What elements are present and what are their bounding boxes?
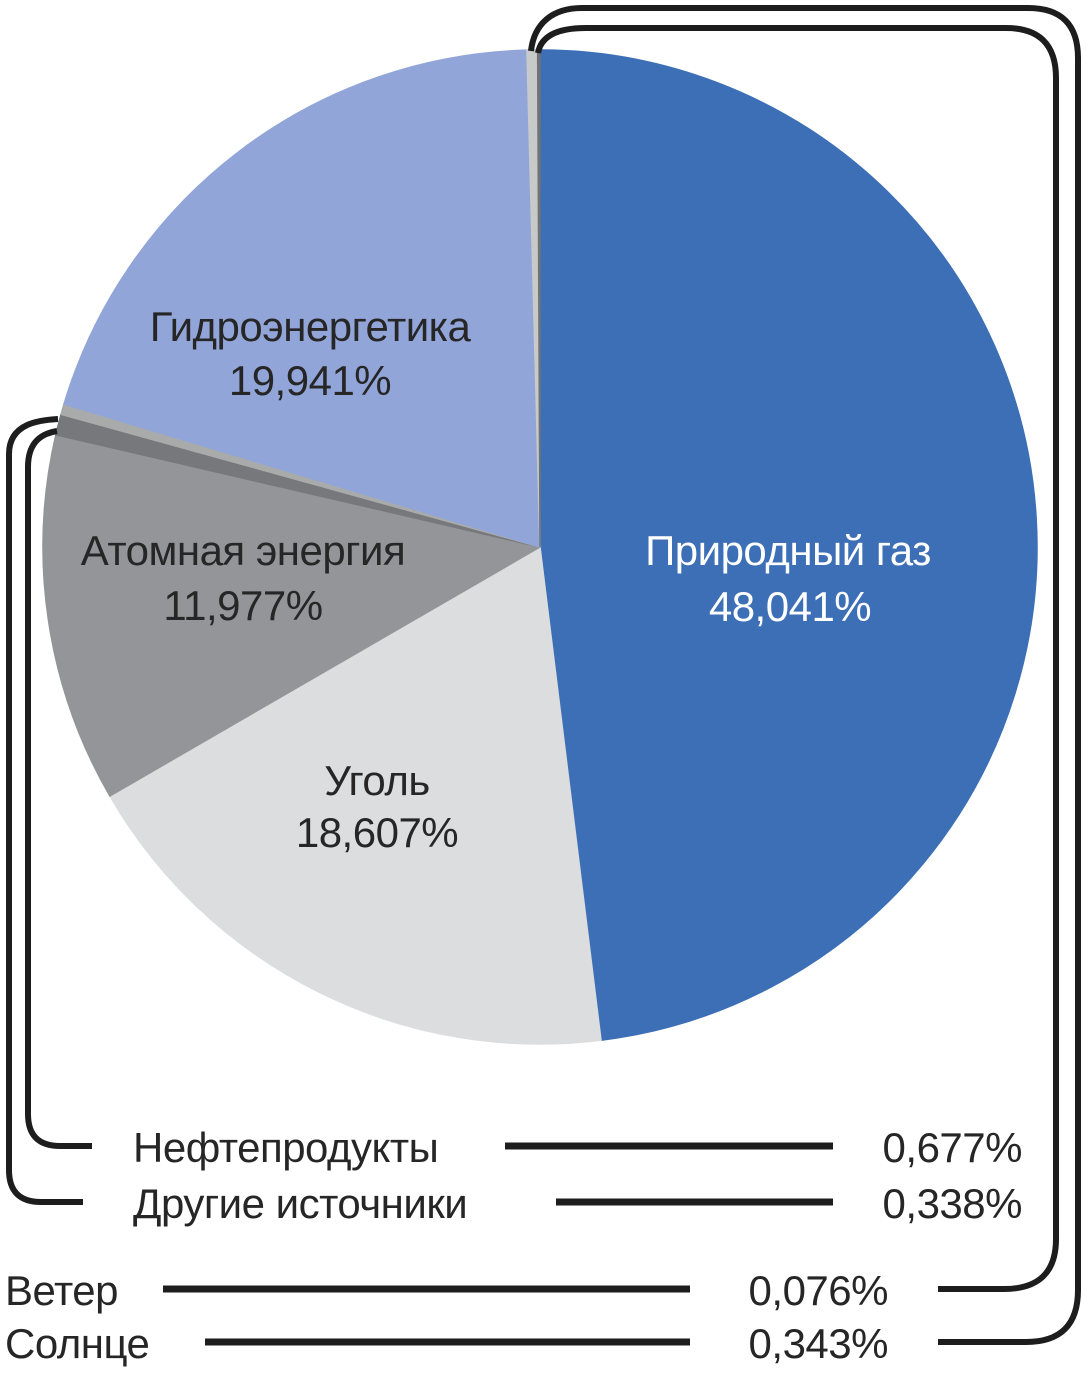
slice-label-natural-gas: Природный газ <box>645 527 931 574</box>
row-label-oil-products: Нефтепродукты <box>133 1124 439 1171</box>
row-label-wind: Ветер <box>5 1267 118 1314</box>
row-label-other-sources: Другие источники <box>133 1180 468 1227</box>
row-label-solar: Солнце <box>5 1320 150 1367</box>
slice-value-coal: 18,607% <box>295 809 459 856</box>
slice-label-nuclear: Атомная энергия <box>80 527 406 574</box>
slice-label-coal: Уголь <box>324 757 430 804</box>
slice-value-hydro: 19,941% <box>228 357 392 404</box>
row-value-oil-products: 0,677% <box>882 1124 1022 1171</box>
slice-value-natural-gas: 48,041% <box>708 583 872 630</box>
row-value-solar: 0,343% <box>748 1320 888 1367</box>
row-value-other-sources: 0,338% <box>882 1180 1022 1227</box>
slice-label-hydro: Гидроэнергетика <box>149 303 471 350</box>
slice-value-nuclear: 11,977% <box>163 582 323 629</box>
row-value-wind: 0,076% <box>748 1267 888 1314</box>
